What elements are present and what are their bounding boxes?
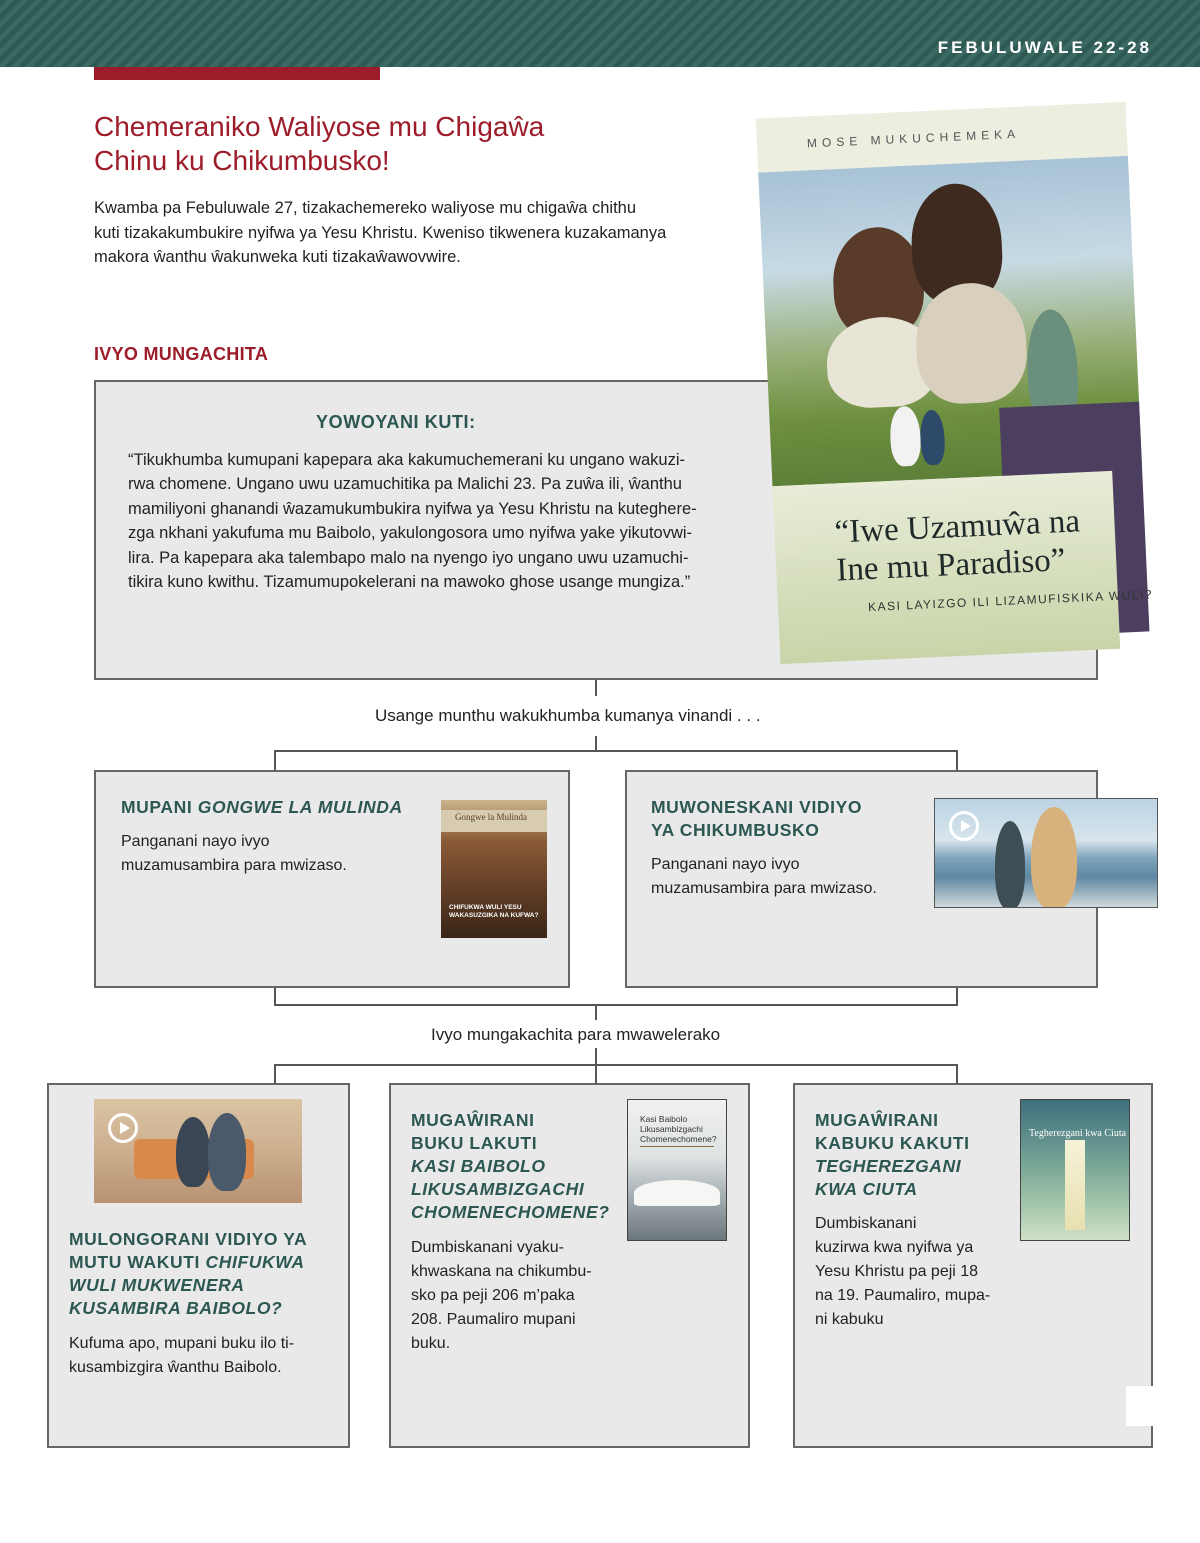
magazine-cover-image: [441, 800, 547, 938]
page-corner: [1126, 1386, 1154, 1426]
text-line: khwaskana na chikumbu-: [411, 1263, 592, 1280]
connector-line: [595, 680, 597, 696]
text-line: buku.: [411, 1335, 451, 1352]
page-title: [94, 110, 694, 178]
magazine-caption: CHIFUKWA WULI YESU WAKASUZGIKA NA KUFWA?: [449, 904, 539, 919]
card-bible-book-text: [411, 1236, 592, 1356]
play-icon[interactable]: [108, 1113, 138, 1143]
text-line: Yesu Khristu pa peji 18: [815, 1263, 979, 1280]
divider: [640, 1146, 714, 1147]
text-line: muzamusambira para mwizaso.: [121, 857, 347, 874]
intro-line: makora ŵanthu ŵakunweka kuti tizakaŵawovwire.: [94, 248, 461, 266]
card-magazine-text: [121, 830, 347, 878]
bible-book-cover-image: [627, 1099, 727, 1241]
connector-text-1: Usange munthu wakukhumba kumanya vinandi . . .: [375, 706, 761, 725]
text-line: Kufuma apo, mupani buku ilo ti-: [69, 1335, 295, 1352]
brochure-cover-image: [1020, 1099, 1130, 1241]
card-bible-study-video-text: [69, 1332, 294, 1380]
quote-line: zga nkhani yakufuma mu Baibolo, yakulongosora umo nyifwa yake yikutovwi-: [128, 524, 693, 543]
say-heading: YOWOYANI KUTI:: [316, 412, 476, 432]
connector-line: [274, 750, 958, 752]
card-magazine-heading: MUPANI GONGWE LA MULINDA: [121, 797, 403, 817]
accent-bar: [94, 67, 380, 80]
say-quote: [128, 448, 748, 594]
card-video-text: [651, 853, 877, 901]
tract-subtitle: KASI LAYIZGO ILI LIZAMUFISKIKA WULI?: [867, 587, 1154, 615]
title-line: Chemeraniko Waliyose mu Chigaŵa: [94, 111, 545, 142]
text-line: Dumbiskanani: [815, 1215, 917, 1232]
connector-line: [956, 750, 958, 772]
intro-line: kuti tizakakumbukire nyifwa ya Yesu Khristu. Kweniso tikwenera kuzakamanya: [94, 223, 667, 242]
tract-title-line: “Iwe Uzamuŵa na: [833, 503, 1081, 551]
text-line: na 19. Paumaliro, mupa-: [815, 1287, 991, 1304]
section-label: IVYO MUNGACHITA: [94, 344, 269, 364]
text-line: muzamusambira para mwizaso.: [651, 880, 877, 897]
text-line: Panganani nayo ivyo: [651, 856, 800, 873]
connector-line: [274, 750, 276, 772]
connector-line: [595, 1004, 597, 1020]
quote-line: tikira kuno kwithu. Tizamumupokelerani na mawoko ghose usange mungiza.”: [128, 573, 691, 592]
tract-cover-image: [756, 102, 1154, 664]
connector-line: [274, 1064, 958, 1066]
connector-line: [274, 1004, 958, 1006]
card-video-heading: MUWONESKANI VIDIYO YA CHIKUMBUSKO: [651, 797, 863, 840]
quote-line: mamiliyoni ghanandi ŵazamukumbukira nyifwa ya Yesu Khristu na kuteghere-: [128, 499, 697, 518]
text-line: Panganani nayo ivyo: [121, 833, 270, 850]
memorial-video-thumbnail[interactable]: [934, 798, 1158, 908]
brochure-cover-title: Tegherezgani kwa Ciuta: [1029, 1128, 1127, 1139]
connector-line: [274, 1064, 276, 1084]
text-line: 208. Paumaliro mupani: [411, 1311, 576, 1328]
text-line: ni kabuku: [815, 1311, 884, 1328]
card-bible-study-video-heading: MULONGORANI VIDIYO YA MUTU WAKUTI CHIFUKWA WULI MUKWENERA KUSAMBIRA BAIBOLO?: [69, 1229, 308, 1318]
connector-line: [595, 1064, 597, 1084]
quote-line: “Tikukhumba kumupani kapepara aka kakumuchemerani ku ungano wakuzi-: [128, 451, 686, 469]
connector-line: [956, 1064, 958, 1084]
card-brochure-heading: MUGAŴIRANI KABUKU KAKUTI TEGHEREZGANI KWA CIUTA: [815, 1110, 970, 1199]
play-icon[interactable]: [949, 811, 979, 841]
text-line: kuzirwa kwa nyifwa ya: [815, 1239, 974, 1256]
quote-line: rwa chomene. Ungano uwu uzamuchitika pa Malichi 23. Pa zuŵa ili, ŵanthu: [128, 475, 682, 494]
week-label: FEBULUWALE 22-28: [937, 38, 1152, 57]
tract-title: [834, 502, 1083, 589]
intro-line: Kwamba pa Febuluwale 27, tizakachemereko waliyose mu chigaŵa chithu: [94, 199, 637, 217]
magazine-title: Gongwe la Mulinda: [455, 812, 527, 822]
book-cover-title: Kasi Baibolo Likusambizgachi Chomenechomene?: [640, 1114, 717, 1144]
tract-top-label: MOSE MUKUCHEMEKA: [806, 126, 1021, 151]
card-bible-book-heading: MUGAŴIRANI BUKU LAKUTI KASI BAIBOLO LIKUSAMBIZGACHI CHOMENECHOMENE?: [411, 1110, 610, 1222]
quote-line: lira. Pa kapepara aka talembapo malo na nyengo iyo ungano uwu uzamuchi-: [128, 548, 689, 567]
bible-study-video-thumbnail[interactable]: [94, 1099, 302, 1203]
text-line: Dumbiskanani vyaku-: [411, 1239, 564, 1256]
tract-title-line: Ine mu Paradiso”: [835, 542, 1067, 589]
text-line: kusambizgira ŵanthu Baibolo.: [69, 1359, 282, 1376]
intro-paragraph: [94, 196, 714, 270]
card-brochure-text: [815, 1212, 990, 1332]
title-line: Chinu ku Chikumbusko!: [94, 145, 390, 176]
text-line: sko pa peji 206 m’paka: [411, 1287, 575, 1304]
connector-text-2: Ivyo mungakachita para mwawelerako: [431, 1025, 721, 1044]
